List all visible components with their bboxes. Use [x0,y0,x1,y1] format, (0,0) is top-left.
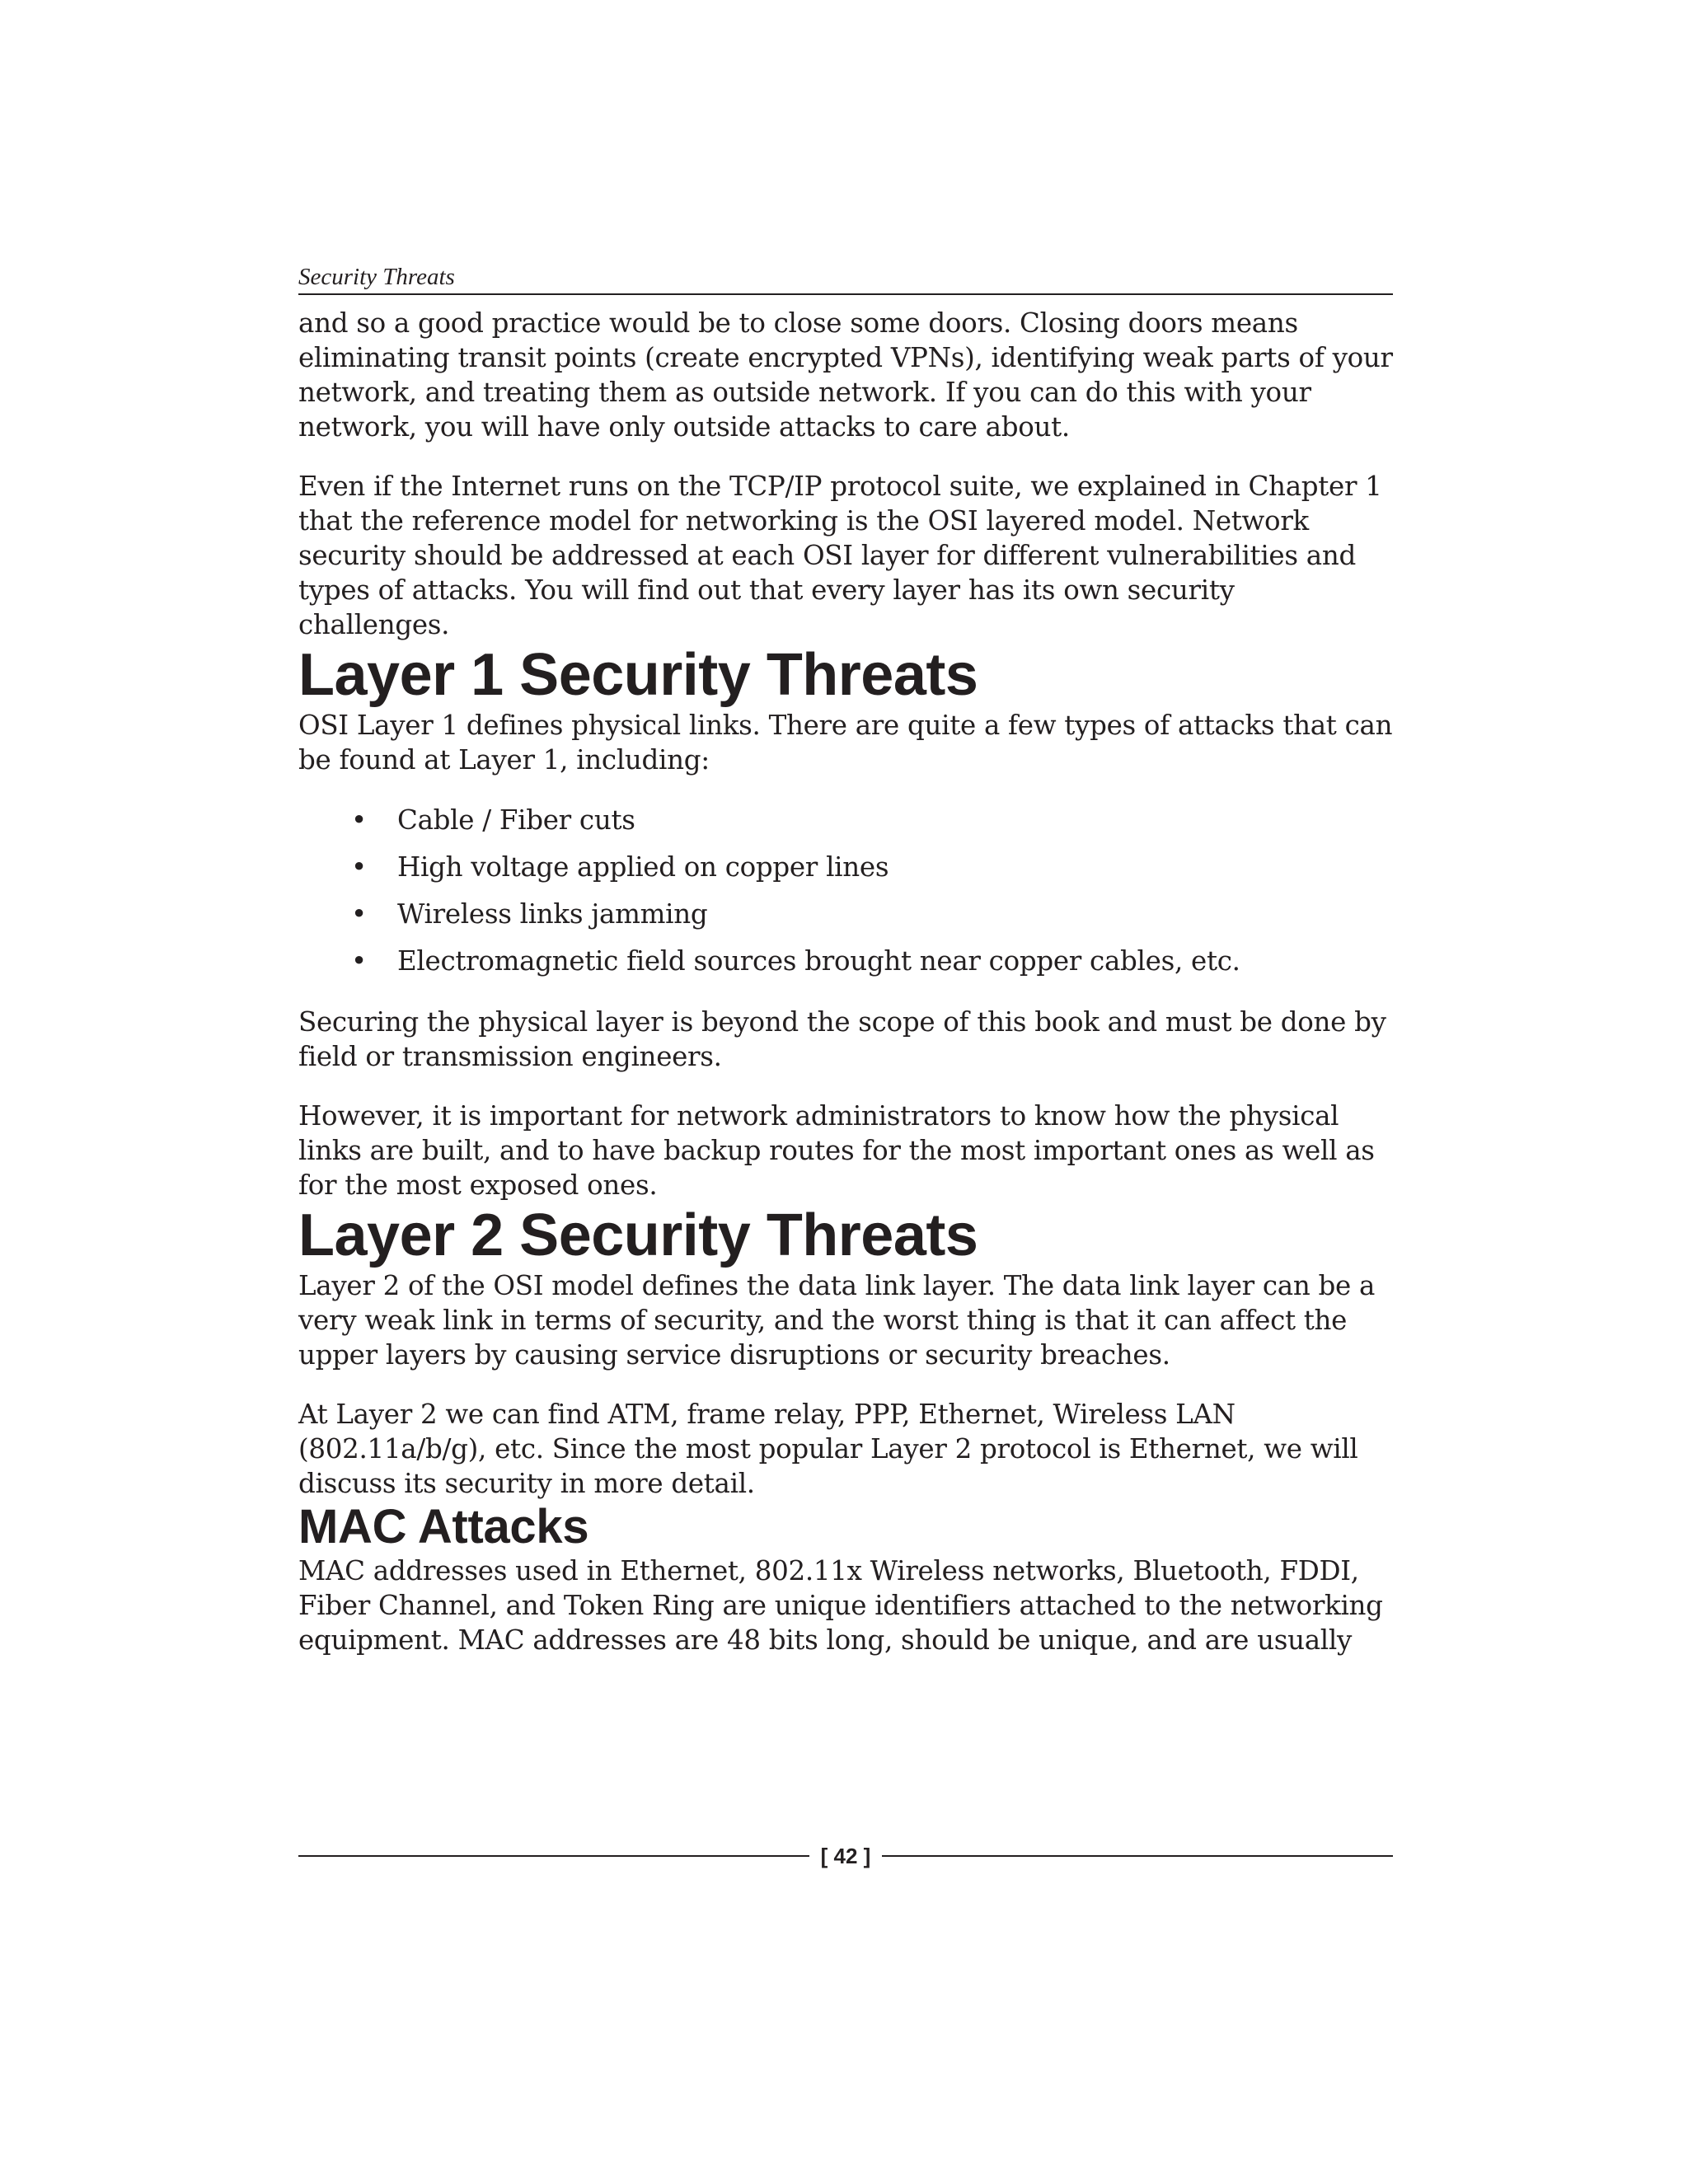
layer1-bullet-list [298,797,1393,985]
page-footer [298,1840,1393,1872]
bullet-icon: • [351,945,367,977]
list-item-text: Electromagnetic field sources brought near copper cables, etc. [397,945,1240,977]
list-item [298,844,1393,891]
page-number: [ 42 ] [820,1844,871,1868]
layer2-paragraph-2: At Layer 2 we can find ATM, frame relay, PPP, Ethernet, Wireless LAN (802.11a/b/g), etc. Since the most popular Layer 2 protocol is Ethernet, we will discuss its security in more detail. [298,1399,1358,1499]
subsection-heading-mac-attacks: MAC Attacks [298,1500,589,1554]
list-item [298,797,1393,844]
list-item [298,891,1393,938]
bullet-icon: • [351,851,367,883]
layer1-paragraph-2: Securing the physical layer is beyond the scope of this book and must be done by field or transmission engineers. [298,1006,1386,1072]
layer1-paragraph-1: OSI Layer 1 defines physical links. There are quite a few types of attacks that can be found at Layer 1, including: [298,710,1393,776]
list-item-text: Wireless links jamming [397,898,708,930]
list-item-text: Cable / Fiber cuts [397,804,635,836]
bullet-icon: • [351,804,367,836]
running-header: Security Threats [298,262,1393,295]
footer-rule-right [882,1855,1393,1857]
page-content [298,262,1393,1657]
list-item [298,938,1393,985]
list-item-text: High voltage applied on copper lines [397,851,889,883]
section-heading-layer1: Layer 1 Security Threats [298,642,978,708]
intro-paragraph-1: and so a good practice would be to close some doors. Closing doors means eliminating transit points (create encrypted VPNs), identifying weak parts of your network, and treating them as outside network. If you can do this with your network, you will have only outside attacks to care about. [298,307,1393,443]
layer2-paragraph-1: Layer 2 of the OSI model defines the data link layer. The data link layer can be a very weak link in terms of security, and the worst thing is that it can affect the upper layers by causing service disruptions or security breaches. [298,1270,1376,1371]
intro-paragraph-2: Even if the Internet runs on the TCP/IP protocol suite, we explained in Chapter 1 that the reference model for networking is the OSI layered model. Network security should be addressed at each OSI layer for different vulnerabilities and types of attacks. You will find out that every layer has its own security challenges. [298,471,1382,640]
footer-rule-left [298,1855,809,1857]
section-heading-layer2: Layer 2 Security Threats [298,1202,978,1268]
mac-paragraph-1: MAC addresses used in Ethernet, 802.11x Wireless networks, Bluetooth, FDDI, Fiber Channel, and Token Ring are unique identifiers attached to the networking equipment. MAC addresses are 48 bits long, should be unique, and are usually [298,1555,1383,1656]
body-text [298,306,1393,1657]
layer1-paragraph-3: However, it is important for network administrators to know how the physical links are built, and to have backup routes for the most important ones as well as for the most exposed ones. [298,1100,1375,1201]
bullet-icon: • [351,898,367,930]
